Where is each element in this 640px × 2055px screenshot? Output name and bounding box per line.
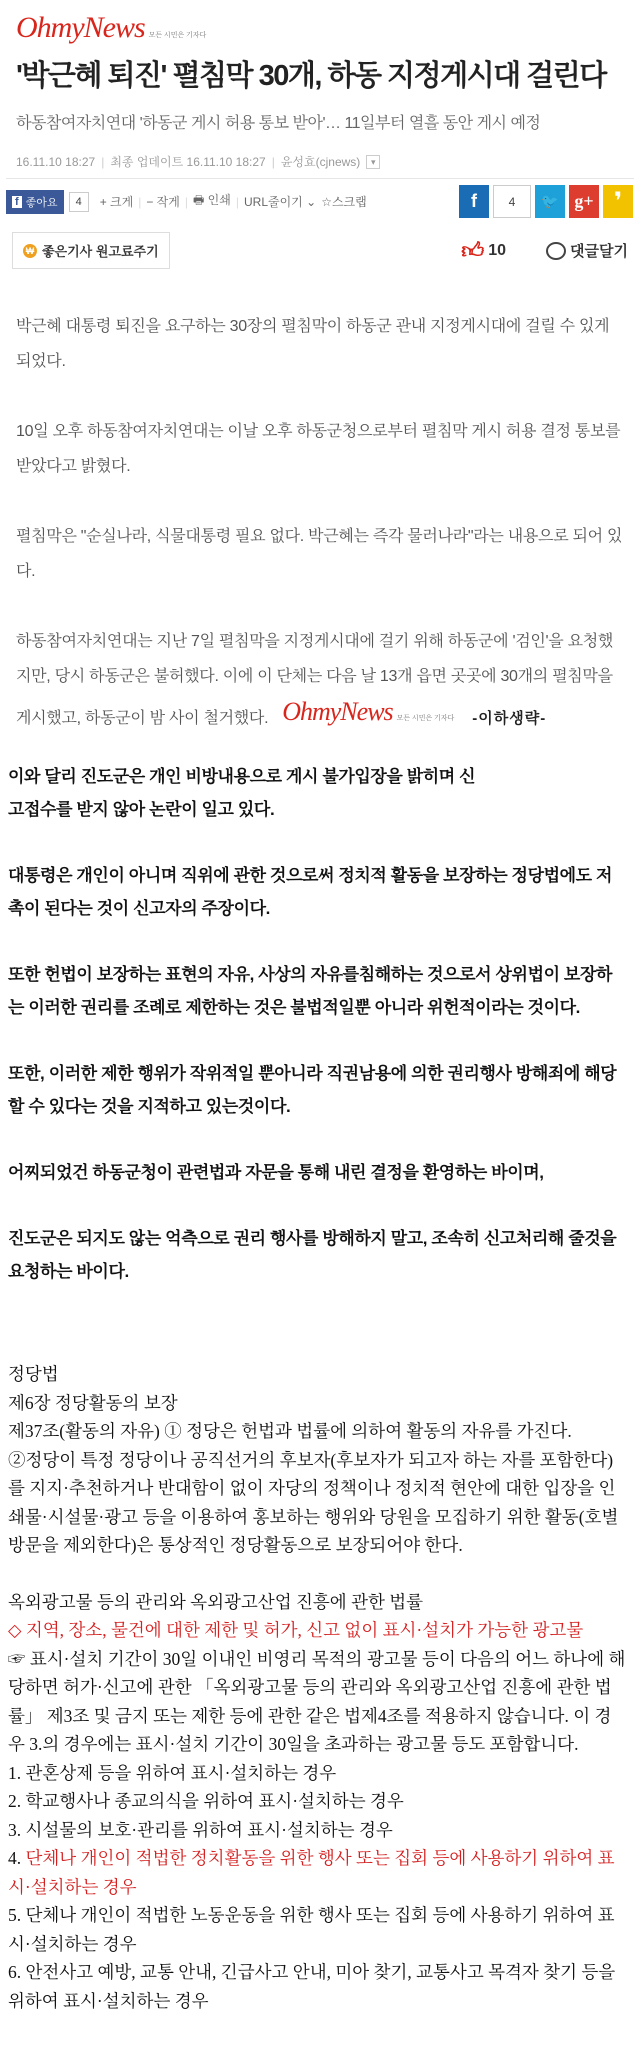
print-button[interactable]: 🖶 인쇄 [193, 193, 231, 207]
list-item: 1. 관혼상제 등을 위하여 표시·설치하는 경우 [8, 1762, 337, 1783]
action-row [0, 218, 640, 269]
ohmynews-logo[interactable]: OhmyNews 모든 시민은 기자다 [16, 11, 207, 44]
list-item: 3. 시설물의 보호·관리를 위하여 표시·설치하는 경우 [8, 1819, 393, 1840]
law-title: 정당법 [8, 1364, 59, 1384]
list-item: 5. 단체나 개인이 적법한 노동운동을 위한 행사 또는 집회 등에 사용하기 위하여 표시·설치하는 경우 [8, 1905, 615, 1954]
article-meta: 16.11.10 18:27 | 최종 업데이트 16.11.10 18:27 | 윤성효(cjnews) ▾ [16, 153, 624, 170]
donate-button[interactable]: ₩ 좋은기사 원고료주기 [12, 232, 170, 269]
facebook-share-icon[interactable]: f [459, 185, 489, 218]
facebook-icon: f [12, 196, 22, 208]
facebook-like-button[interactable]: f 좋아요 [6, 190, 64, 214]
author[interactable]: 윤성효(cjnews) [280, 155, 361, 169]
kakao-story-icon[interactable]: ❜ [603, 185, 633, 218]
paragraph: 어찌되었건 하동군청이 관련법과 자문을 통해 내린 결정을 환영하는 바이며, [8, 1163, 544, 1182]
paragraph: 또한 헌법이 보장하는 표현의 자유, 사상의 자유를침해하는 것으로서 상위법이 보장하는 이러한 권리를 조례로 제한하는 것은 불법적일뿐 아니라 위헌적이라는 것이다. [8, 965, 613, 1017]
law-article: 제37조(활동의 자유) ① 정당은 헌법과 법률에 의하여 활동의 자유를 가진다. [8, 1421, 572, 1441]
publish-date: 16.11.10 18:27 [16, 154, 96, 169]
law-excerpts [8, 1360, 628, 2015]
won-coin-icon: ₩ [23, 244, 37, 258]
law-chapter: 제6장 정당활동의 보장 [8, 1392, 178, 1413]
recommend-button[interactable]: 👍︎ 10 [461, 238, 507, 263]
paragraph: 또한, 이러한 제한 행위가 작위적일 뿐아니라 직권남용에 의한 권리행사 방해죄에 해당할 수 있다는 것을 지적하고 있는것이다. [8, 1064, 617, 1116]
toolbar-row [0, 179, 640, 218]
ohmynews-watermark-logo: OhmyNews 모든 시민은 기자다 [282, 697, 455, 726]
paragraph-with-note [16, 624, 626, 736]
speech-bubble-icon [546, 242, 566, 260]
printer-icon: 🖶 [193, 193, 205, 207]
comment-button[interactable]: 댓글달기 [546, 240, 628, 261]
url-shorten-button[interactable]: URL줄이기 ⌄ [243, 195, 317, 209]
paragraph: 10일 오후 하동참여자치연대는 이날 오후 하동군청으로부터 펼침막 게시 허용 결정 통보를 받았다고 밝혔다. [16, 423, 621, 475]
paragraph: 하동참여자치연대는 지난 7일 펼침막을 지정게시대에 걸기 위해 하동군에 '검인'을 요청했지만, 당시 하동군은 불허했다. 이에 이 단체는 다음 날 13개 읍면 곳곳에 30개의 펼침막을 게시했고, 하동군이 밤 사이 철거했다. [16, 633, 614, 727]
law-intro: ☞ 표시·설치 기간이 30일 이내인 비영리 목적의 광고물 등이 다음의 어느 하나에 해당하면 허가·신고에 관한 「옥외광고물 등의 관리와 옥외광고산업 진흥에 관한 법률」 제3조 및 금지 또는 제한 등에 관한 같은 법제4조를 적용하지 않습니다. 이 경우 3.의 경우에는 표시·설치 기간이 30일을 초과하는 광고물 등도 포함합니다. [8, 1648, 626, 1754]
paragraph: 진도군은 되지도 않는 억측으로 권리 행사를 방해하지 말고, 조속히 신고처리해 줄것을 요청하는 바이다. [8, 1229, 617, 1281]
chevron-down-icon[interactable]: ▾ [366, 155, 380, 169]
list-item: 6. 안전사고 예방, 교통 안내, 긴급사고 안내, 미아 찾기, 교통사고 목격자 찾기 등을 위하여 표시·설치하는 경우 [8, 1962, 616, 2011]
article-header [0, 0, 640, 170]
share-count: 4 [493, 185, 531, 218]
paragraph: 펼침막은 "순실나라, 식물대통령 필요 없다. 박근혜는 즉각 물러나라"라는 내용으로 되어 있다. [16, 528, 623, 580]
chevron-down-icon: ⌄ [306, 195, 317, 209]
article-toolbar: f 좋아요 4 + 크게 | − 작게 | 🖶 인쇄 | URL줄이기 ⌄ ☆스크랩 [6, 190, 367, 214]
omitted-note: -이하생략- [472, 710, 547, 727]
law-article: ②정당이 특정 정당이나 공직선거의 후보자(후보자가 되고자 하는 자를 포함한다)를 지지·추천하거나 반대함이 없이 자당의 정책이나 정치적 현안에 대한 입장을 인쇄물·시설물·광고 등을 이용하여 홍보하는 행위와 당원을 모집하기 위한 활동(호별방문을 제외한다)은 통상적인 정당활동으로 보장되어야 한다. [8, 1449, 619, 1555]
font-bigger-button[interactable]: + 크게 [99, 195, 134, 209]
paragraph: 대통령은 개인이 아니며 직위에 관한 것으로써 정치적 활동을 보장하는 정당법에도 저촉이 된다는 것이 신고자의 주장이다. [8, 866, 613, 918]
share-buttons [459, 185, 633, 218]
list-item: 2. 학교행사나 종교의식을 위하여 표시·설치하는 경우 [8, 1791, 404, 1811]
law-title: 옥외광고물 등의 관리와 옥외광고산업 진흥에 관한 법률 [8, 1591, 424, 1612]
article-subtitle: 하동참여자치연대 '하동군 게시 허용 통보 받아'… 11일부터 열흘 동안 게시 예정 [16, 115, 541, 132]
paragraph: 이와 달리 진도군은 개인 비방내용으로 게시 불가입장을 밝히며 신고접수를 받지 않아 논란이 일고 있다. [8, 767, 476, 819]
font-smaller-button[interactable]: − 작게 [146, 195, 180, 209]
like-count: 4 [69, 192, 89, 212]
law-heading: ◇ 지역, 장소, 물건에 대한 제한 및 허가, 신고 없이 표시·설치가 가능한 광고물 [8, 1620, 584, 1640]
twitter-icon[interactable]: 🐦 [535, 185, 565, 218]
article-body [16, 309, 626, 736]
list-item: 4. 단체나 개인이 적법한 정치활동을 위한 행사 또는 집회 등에 사용하기 위하여 표시·설치하는 경우 [8, 1848, 615, 1897]
thumbs-up-icon: 👍︎ [461, 238, 485, 263]
statement-body [8, 760, 628, 1288]
scrap-button[interactable]: ☆스크랩 [321, 195, 367, 209]
paragraph: 박근혜 대통령 퇴진을 요구하는 30장의 펼침막이 하동군 관내 지정게시대에 걸릴 수 있게 되었다. [16, 318, 610, 370]
updated-date: 최종 업데이트 16.11.10 18:27 [110, 155, 266, 169]
article-title: '박근혜 퇴진' 펼침막 30개, 하동 지정게시대 걸린다 [16, 60, 606, 92]
logo-tagline: 모든 시민은 기자다 [148, 31, 207, 39]
google-plus-icon[interactable]: g+ [569, 185, 599, 218]
